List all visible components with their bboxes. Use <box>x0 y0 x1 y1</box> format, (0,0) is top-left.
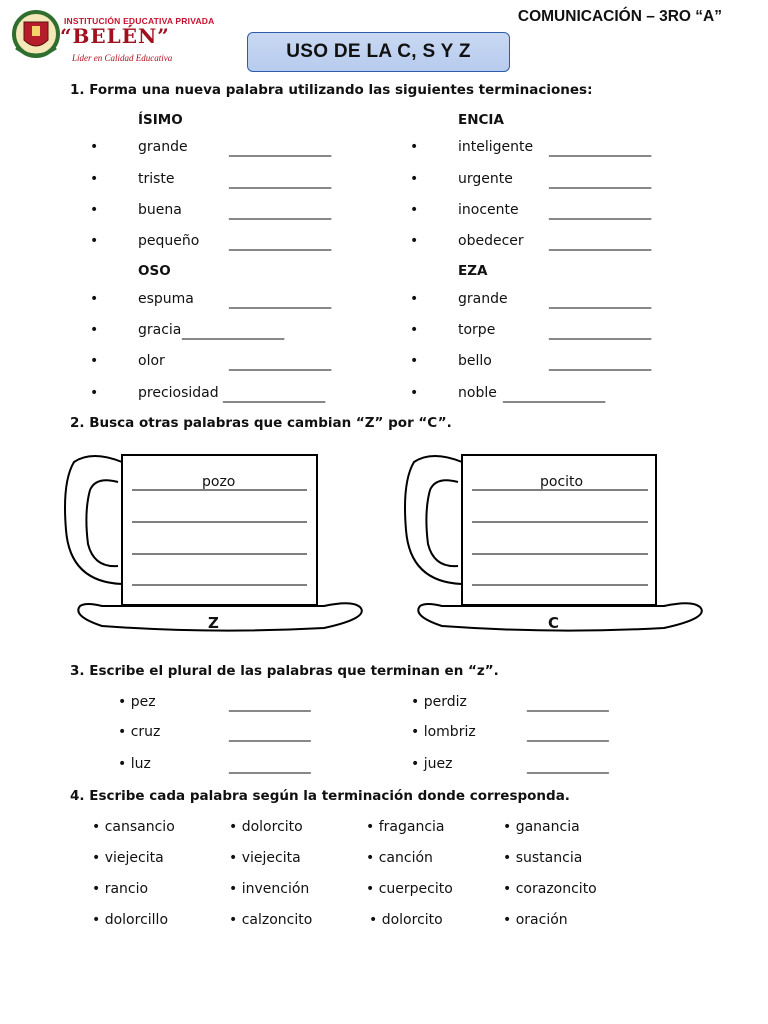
page-title: USO DE LA C, S Y Z <box>286 41 471 62</box>
bullet: • <box>90 291 99 307</box>
sort-word: • dolorcito <box>229 819 303 835</box>
word-item: inteligente <box>458 139 534 155</box>
plural-word: • pez <box>118 694 156 710</box>
answer-line[interactable]: ____________ <box>527 696 609 712</box>
sort-word: • oración <box>503 912 568 928</box>
plural-word: • luz <box>118 756 151 772</box>
answer-line[interactable]: _______________ <box>549 324 652 340</box>
bullet: • <box>410 353 419 369</box>
word-item: grande <box>138 139 188 155</box>
sort-word: • rancio <box>92 881 149 897</box>
question-4-prompt: 4. Escribe cada palabra según la terminación donde corresponda. <box>70 788 570 804</box>
bullet: • <box>410 139 419 155</box>
bullet: • <box>90 139 99 155</box>
bullet: • <box>90 171 99 187</box>
answer-line[interactable]: ____________ <box>527 758 609 774</box>
answer-line[interactable]: _______________ <box>223 387 326 403</box>
answer-line[interactable]: _______________ <box>229 293 332 309</box>
bullet: • <box>410 202 419 218</box>
sort-word: • viejecita <box>229 850 301 866</box>
sort-word: • ganancia <box>503 819 580 835</box>
answer-line[interactable]: _______________ <box>549 204 652 220</box>
word-item: buena <box>138 202 182 218</box>
group-heading: EZA <box>458 263 488 279</box>
sort-word: • corazoncito <box>503 881 597 897</box>
plural-word: • lombriz <box>411 724 476 740</box>
answer-line[interactable]: _______________ <box>229 235 332 251</box>
course-label: COMUNICACIÓN – 3RO “A” <box>517 8 722 25</box>
answer-line[interactable]: _______________ <box>549 293 652 309</box>
answer-line[interactable]: _______________ <box>229 204 332 220</box>
word-item: espuma <box>138 291 194 307</box>
answer-line[interactable]: ____________ <box>229 758 311 774</box>
cup-example-word: pocito <box>540 474 584 490</box>
word-item: gracia <box>138 322 182 338</box>
word-item: obedecer <box>458 233 524 249</box>
bullet: • <box>90 322 99 338</box>
plural-word: • juez <box>411 756 453 772</box>
sort-word: • invención <box>229 881 310 897</box>
school-line: INSTITUCIÓN EDUCATIVA PRIVADA <box>64 16 215 26</box>
question-3-prompt: 3. Escribe el plural de las palabras que terminan en “z”. <box>70 663 499 679</box>
answer-line[interactable]: ____________ <box>527 726 609 742</box>
answer-line[interactable]: _______________ <box>549 173 652 189</box>
cup-example-word: pozo <box>202 474 236 490</box>
word-item: pequeño <box>138 233 200 249</box>
school-motto: Líder en Calidad Educativa <box>72 53 173 63</box>
word-item: grande <box>458 291 508 307</box>
word-item: torpe <box>458 322 496 338</box>
sort-word: • cuerpecito <box>366 881 453 897</box>
bullet: • <box>410 322 419 338</box>
cup-letter-label: Z <box>208 614 219 632</box>
bullet: • <box>90 385 99 401</box>
sort-word: • dolorcito <box>369 912 443 928</box>
group-heading: ÍSIMO <box>138 112 183 128</box>
answer-line[interactable]: ____________ <box>229 696 311 712</box>
sort-word: • cansancio <box>92 819 175 835</box>
title-box <box>247 32 510 72</box>
group-heading: ENCIA <box>458 112 504 128</box>
bullet: • <box>410 233 419 249</box>
sort-word: • dolorcillo <box>92 912 169 928</box>
school-name: “BELÉN” <box>60 24 170 48</box>
word-item: preciosidad <box>138 385 219 401</box>
cup-letter-label: C <box>548 614 560 632</box>
bullet: • <box>410 385 419 401</box>
sort-word: • fragancia <box>366 819 445 835</box>
sort-word: • calzoncito <box>229 912 313 928</box>
answer-line[interactable]: _______________ <box>549 355 652 371</box>
word-item: urgente <box>458 171 513 187</box>
plural-word: • perdiz <box>411 694 467 710</box>
sort-word: • canción <box>366 850 433 866</box>
answer-line[interactable]: _______________ <box>229 355 332 371</box>
bullet: • <box>90 353 99 369</box>
question-2-prompt: 2. Busca otras palabras que cambian “Z” por “C”. <box>70 415 452 431</box>
bullet: • <box>90 202 99 218</box>
answer-line[interactable]: _______________ <box>549 235 652 251</box>
word-item: noble <box>458 385 497 401</box>
word-item: olor <box>138 353 165 369</box>
word-item: inocente <box>458 202 519 218</box>
question-1-prompt: 1. Forma una nueva palabra utilizando las siguientes terminaciones: <box>70 82 593 98</box>
answer-line[interactable]: _______________ <box>182 324 285 340</box>
plural-word: • cruz <box>118 724 161 740</box>
answer-line[interactable]: _______________ <box>549 141 652 157</box>
answer-line[interactable]: _______________ <box>229 173 332 189</box>
school-crest-icon <box>10 8 66 64</box>
word-item: bello <box>458 353 492 369</box>
answer-line[interactable]: _______________ <box>503 387 606 403</box>
answer-line[interactable]: _______________ <box>229 141 332 157</box>
word-item: triste <box>138 171 175 187</box>
group-heading: OSO <box>138 263 171 279</box>
bullet: • <box>410 291 419 307</box>
sort-word: • sustancia <box>503 850 583 866</box>
bullet: • <box>90 233 99 249</box>
bullet: • <box>410 171 419 187</box>
answer-line[interactable]: ____________ <box>229 726 311 742</box>
sort-word: • viejecita <box>92 850 164 866</box>
